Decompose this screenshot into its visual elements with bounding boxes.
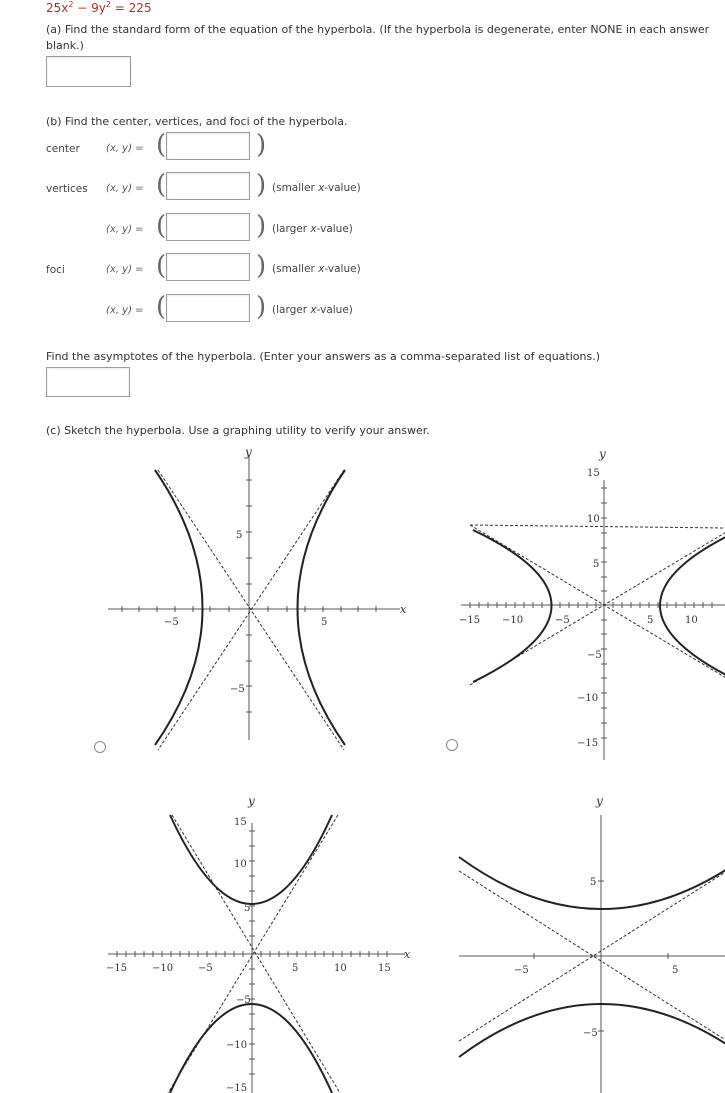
foci-label: foci (46, 264, 65, 276)
equation-exp2: 2 (105, 0, 111, 9)
center-open-paren: ( (156, 130, 167, 160)
part-a-prompt: (a) Find the standard form of the equation of the hyperbola. (If the hyperbola is degenerate, enter NONE in each answer blank.) (46, 23, 710, 52)
g1-y-label: y (245, 445, 252, 459)
vertex1-close-paren: ) (256, 170, 267, 200)
equation-lhs2: − 9y (73, 1, 106, 15)
g2-tick-y5: −10 (577, 693, 599, 704)
graph-option-3 (100, 793, 420, 1093)
center-xy-label: (x, y) = (106, 143, 144, 154)
graph-option-1 (100, 440, 420, 750)
g4-tick-y1: 5 (590, 877, 597, 888)
g3-tick-y1: 15 (234, 817, 247, 828)
focus2-open-paren: ( (156, 292, 167, 322)
g2-tick-y4: −5 (587, 650, 602, 661)
g1-branch-left (155, 470, 203, 745)
part-b-prompt: (b) Find the center, vertices, and foci of the hyperbola. (46, 115, 348, 128)
focus-smaller-hint: (smaller x-value) (272, 263, 361, 275)
vertices-label: vertices (46, 183, 88, 195)
g3-tick-x2: −10 (152, 963, 174, 974)
graph-option-1-radio[interactable] (94, 741, 106, 753)
graph-option-4 (455, 793, 725, 1093)
vertex-smaller-hint: (smaller x-value) (272, 182, 361, 194)
focus-larger-input[interactable] (166, 294, 250, 322)
g2-branch-right (660, 530, 725, 682)
vertex1-open-paren: ( (156, 170, 167, 200)
focus-larger-hint: (larger x-value) (272, 304, 353, 316)
g2-tick-x3: −5 (555, 615, 570, 626)
equation-exp1: 2 (68, 0, 74, 9)
center-input[interactable] (166, 132, 250, 160)
asymptotes-prompt: Find the asymptotes of the hyperbola. (Enter your answers as a comma-separated list of equations.) (46, 350, 600, 363)
equation-rhs: = 225 (110, 1, 152, 15)
vertex2-xy-label: (x, y) = (106, 224, 144, 235)
vertex2-close-paren: ) (256, 211, 267, 241)
g3-x-label: x (404, 948, 411, 961)
vertex-smaller-input[interactable] (166, 172, 250, 200)
g3-tick-x3: −5 (198, 963, 213, 974)
part-c-prompt: (c) Sketch the hyperbola. Use a graphing utility to verify your answer. (46, 424, 430, 437)
focus1-close-paren: ) (256, 251, 267, 281)
g4-tick-x2: 5 (672, 965, 679, 976)
vertex2-open-paren: ( (156, 211, 167, 241)
equation-lhs1: 25x (46, 1, 69, 15)
standard-form-input[interactable] (46, 56, 131, 87)
equation (46, 0, 152, 15)
g1-tick-xneg: −5 (164, 617, 179, 628)
focus1-open-paren: ( (156, 251, 167, 281)
g2-tick-y6: −15 (577, 738, 599, 749)
g3-y-label: y (248, 794, 255, 808)
g2-tick-x2: −10 (502, 615, 524, 626)
g2-branch-left (473, 530, 552, 682)
g3-tick-y3: 5 (244, 903, 251, 914)
g1-tick-ypos: 5 (236, 530, 243, 541)
g3-branch-lower (170, 1004, 332, 1093)
g2-tick-x1: −15 (459, 615, 481, 626)
graph-option-2 (455, 440, 725, 760)
vertex-larger-input[interactable] (166, 213, 250, 241)
g1-tick-xpos: 5 (321, 617, 328, 628)
focus2-close-paren: ) (256, 292, 267, 322)
g1-tick-yneg: −5 (230, 684, 245, 695)
vertex-larger-hint: (larger x-value) (272, 223, 353, 235)
g2-asymptote-1 (470, 525, 725, 528)
asymptotes-input[interactable] (46, 367, 130, 397)
focus1-xy-label: (x, y) = (106, 264, 144, 275)
g2-tick-y1: 15 (587, 468, 600, 479)
center-close-paren: ) (256, 130, 267, 160)
g4-tick-y2: −5 (583, 1028, 598, 1039)
center-label: center (46, 143, 80, 155)
g3-tick-x1: −15 (106, 963, 128, 974)
g1-x-label: x (400, 603, 407, 616)
g3-tick-y6: −15 (226, 1083, 248, 1093)
g2-tick-y2: 10 (587, 514, 600, 525)
g2-tick-y3: 5 (593, 559, 600, 570)
g4-tick-x1: −5 (514, 965, 529, 976)
g2-tick-x5: 10 (685, 615, 698, 626)
focus-smaller-input[interactable] (166, 253, 250, 281)
vertex1-xy-label: (x, y) = (106, 183, 144, 194)
focus2-xy-label: (x, y) = (106, 305, 144, 316)
g4-y-label: y (596, 794, 603, 808)
g2-y-label: y (599, 447, 606, 461)
g3-tick-x5: 10 (334, 963, 347, 974)
g3-tick-y5: −10 (226, 1040, 248, 1051)
g2-tick-x4: 5 (647, 615, 654, 626)
graph-option-2-radio[interactable] (446, 739, 458, 751)
g3-tick-y2: 10 (234, 859, 247, 870)
g3-tick-x6: 15 (378, 963, 391, 974)
g3-tick-x4: 5 (292, 963, 299, 974)
g3-tick-y4: −5 (236, 995, 251, 1006)
